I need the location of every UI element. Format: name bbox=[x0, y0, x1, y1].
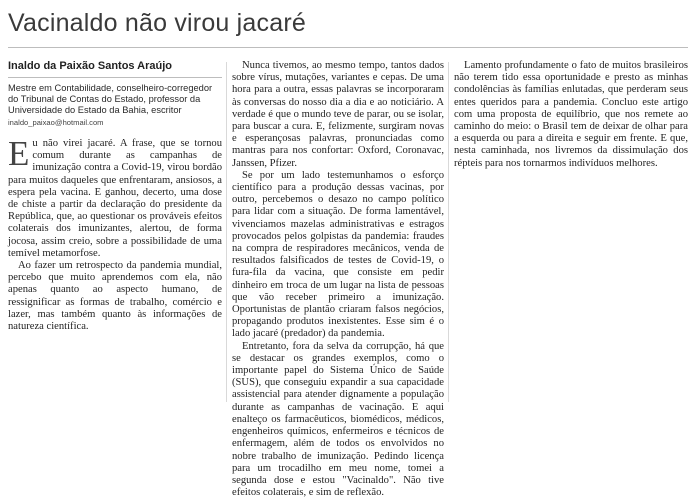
column-divider bbox=[448, 62, 449, 402]
article-paragraph: Eu não virei jacaré. A frase, que se tornou comum durante as campanhas de imunização contra a Covid-19, virou bordão para muitos daqueles que enfrentaram, ansiosos, a espera pela vacina. E ganhou, decerto, uma dose de chiste a partir da declaração do presidente da República, que, ao questionar os prováveis efeitos colaterais dos imunizantes, alertou, de forma jocosa, assim creio, sobre a possibilidade de uma temível metamorfose. bbox=[8, 134, 222, 259]
author-email: inaldo_paixao@hotmail.com bbox=[8, 118, 104, 127]
article-paragraph: Lamento profundamente o fato de muitos brasileiros não terem tido essa oportunidade e presto as minhas condolências às famílias enlutadas, que perderam seus entes queridos para a pandemia. Concluo este artigo com uma proposta de equilíbrio, que nos remete ao caminho do meio: o Brasil tem de deixar de olhar para a esquerda ou para a direita e seguir em frente. E que, nesta caminhada, nos livremos da dissimulação dos répteis para nos tornarmos indivíduos melhores. bbox=[454, 60, 688, 169]
article-paragraph: Ao fazer um retrospecto da pandemia mundial, percebo que muito aprendemos com ela, não apenas quanto ao aspecto humano, de ressignificar as formas de trabalho, comércio e lazer, mas também quanto às informações de natureza científica. bbox=[8, 260, 222, 333]
author-name: Inaldo da Paixão Santos Araújo bbox=[8, 60, 173, 72]
article-column-3 bbox=[454, 60, 688, 405]
column-divider bbox=[226, 62, 227, 402]
article-paragraph: Se por um lado testemunhamos o esforço científico para a produção dessas vacinas, por outro, percebemos o desazo no campo político para lidar com a situação. De forma lamentável, vivenciamos mazelas administrativas e estragos provocados pelos golpistas da pandemia: fraudes na compra de respiradores mecânicos, venda de resultados falsificados de testes de Covid-19, o fura-fila da vacina, que consiste em pedir dinheiro em troca de um lugar na lista de pessoas que vão receber primeiro a imunização. Oportunistas de plantão criaram falsos negócios, propagando produtos inexistentes. Esse sim é o lado jacaré (predador) da pandemia. bbox=[232, 169, 444, 340]
article-paragraph: Nunca tivemos, ao mesmo tempo, tantos dados sobre vírus, mutações, variantes e cepas. De uma hora para a outra, essas palavras se incorporaram às conversas do nosso dia a dia e ao noticiário. A verdade é que o mundo teve de parar, ou se isolar, para buscar a cura. E, felizmente, surgiram novas e esperançosas palavras, pronunciadas como mantras para nos confortar: Oxford, Coronavac, Janssen, Pfizer. bbox=[232, 60, 444, 169]
article-paragraph: Entretanto, fora da selva da corrupção, há que se destacar os grandes exemplos, como o importante papel do Sistema Único de Saúde (SUS), que conseguiu expandir a sua capacidade assistencial para atender dignamente a população durante as campanhas de vacinação. E aqui enalteço os farmacêuticos, biomédicos, médicos, engenheiros químicos, enfermeiros e técnicos de enfermagem, além de todos os envolvidos no nobre trabalho de imunização. Pedindo licença para um trocadilho em meu nome, tomei a segunda dose e estou "Vacinaldo". Não tive efeitos colaterais, e sim de reflexão. bbox=[232, 340, 444, 499]
author-divider bbox=[8, 77, 222, 78]
drop-cap: E bbox=[8, 134, 30, 173]
headline-divider bbox=[8, 47, 688, 48]
article-column-1 bbox=[8, 60, 222, 405]
article-headline: Vacinaldo não virou jacaré bbox=[8, 9, 306, 37]
article-column-2 bbox=[232, 60, 444, 499]
author-bio: Mestre em Contabilidade, conselheiro-corregedor do Tribunal de Contas do Estado, professor da Universidade do Estado da Bahia, escritor bbox=[8, 83, 213, 115]
